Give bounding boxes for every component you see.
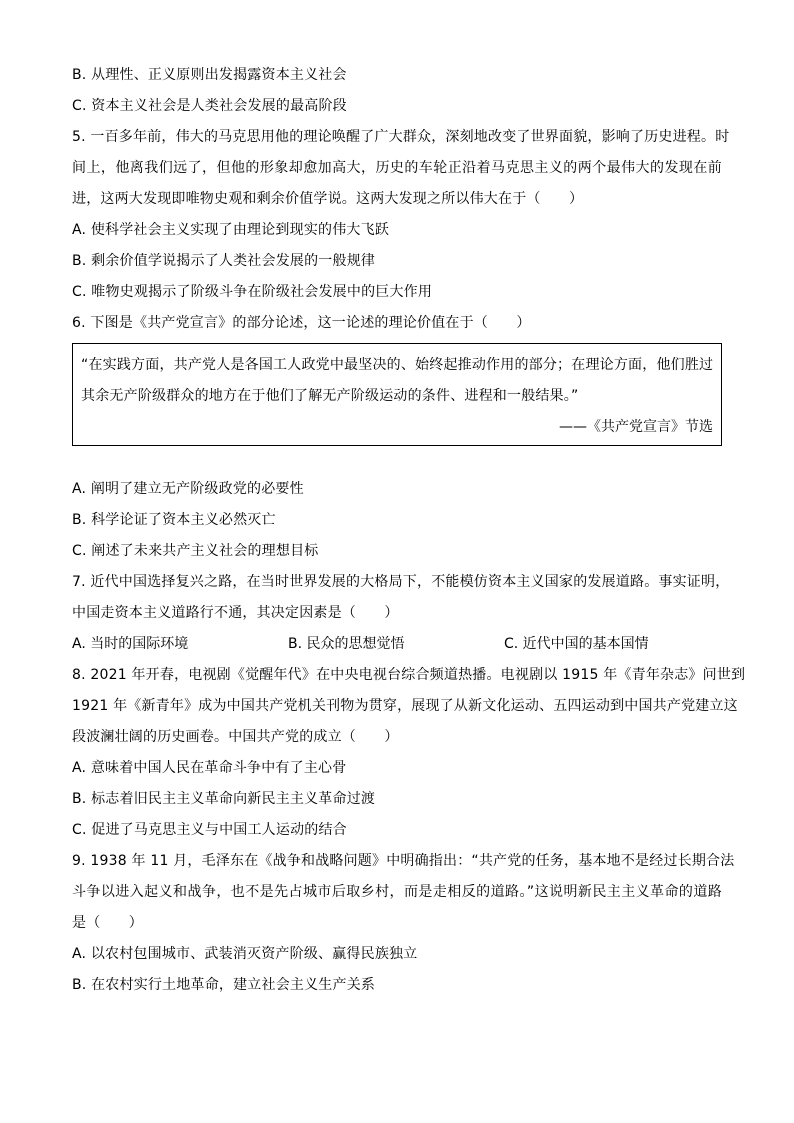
q9-option-a: A. 以农村包围城市、武装消灭资产阶级、赢得民族独立 xyxy=(72,946,418,962)
q5-option-b: B. 剩余价值学说揭示了人类社会发展的一般规律 xyxy=(72,253,376,269)
q7-stem-line: 7. 近代中国选择复兴之路，在当时世界发展的大格局下，不能模仿资本主义国家的发展道路。事实证明， xyxy=(72,574,730,590)
q9-stem-line: 斗争以进入起义和战争，也不是先占城市后取乡村，而是走相反的道路。”这说明新民主主义革命的道路 xyxy=(72,884,722,900)
q7-option-c: C. 近代中国的基本国情 xyxy=(504,636,649,652)
q8-stem-line: 1921 年《新青年》成为中国共产党机关刊物为贯穿，展现了从新文化运动、五四运动到中国共产党建立这 xyxy=(72,698,738,714)
q7-stem-line: 中国走资本主义道路行不通，其决定因素是（ ） xyxy=(72,605,399,621)
quote-line: “在实践方面，共产党人是各国工人政党中最坚决的、始终起推动作用的部分；在理论方面，他们胜过 xyxy=(81,357,714,373)
q4-option-b: B. 从理性、正义原则出发揭露资本主义社会 xyxy=(72,67,347,83)
q6-stem: 6. 下图是《共产党宣言》的部分论述，这一论述的理论价值在于（ ） xyxy=(72,315,531,331)
q8-option-c: C. 促进了马克思主义与中国工人运动的结合 xyxy=(72,822,347,838)
question-7 xyxy=(72,567,730,660)
q5-stem-line: 5. 一百多年前，伟大的马克思用他的理论唤醒了广大群众，深刻地改变了世界面貌，影响了历史进程。时 xyxy=(72,129,730,145)
q5-stem-line: 进，这两大发现即唯物史观和剩余价值学说。这两大发现之所以伟大在于（ ） xyxy=(72,191,584,207)
q9-stem-line: 是（ ） xyxy=(72,915,143,931)
q8-option-a: A. 意味着中国人民在革命斗争中有了主心骨 xyxy=(72,760,347,776)
q7-option-a: A. 当时的国际环境 xyxy=(72,636,189,652)
q6-option-b: B. 科学论证了资本主义必然灭亡 xyxy=(72,512,276,528)
q6-option-a: A. 阐明了建立无产阶级政党的必要性 xyxy=(72,481,304,497)
q4-option-c: C. 资本主义社会是人类社会发展的最高阶段 xyxy=(72,98,347,114)
q5-option-c: C. 唯物史观揭示了阶级斗争在阶级社会发展中的巨大作用 xyxy=(72,284,433,300)
q5-option-a: A. 使科学社会主义实现了由理论到现实的伟大飞跃 xyxy=(72,222,390,238)
quote-box xyxy=(72,343,722,446)
q7-options-row xyxy=(72,629,722,660)
q9-stem-line: 9. 1938 年 11 月，毛泽东在《战争和战略问题》中明确指出：“共产党的任务，基本地不是经过长期合法 xyxy=(72,853,735,869)
question-9 xyxy=(72,846,735,1001)
q7-option-b: B. 民众的思想觉悟 xyxy=(288,636,405,652)
q8-option-b: B. 标志着旧民主主义革命向新民主主义革命过渡 xyxy=(72,791,376,807)
question-8 xyxy=(72,660,746,846)
q5-stem-line: 间上，他离我们远了，但他的形象却愈加高大，历史的车轮正沿着马克思主义的两个最伟大的发现在前 xyxy=(72,160,722,176)
quote-line: 其余无产阶级群众的地方在于他们了解无产阶级运动的条件、进程和一般结果。” xyxy=(81,388,579,404)
q6-option-c: C. 阐述了未来共产主义社会的理想目标 xyxy=(72,543,319,559)
question-6 xyxy=(72,308,722,567)
q8-stem-line: 段波澜壮阔的历史画卷。中国共产党的成立（ ） xyxy=(72,729,399,745)
q9-option-b: B. 在农村实行土地革命，建立社会主义生产关系 xyxy=(72,977,376,993)
q8-stem-line: 8. 2021 年开春，电视剧《觉醒年代》在中央电视台综合频道热播。电视剧以 1915 年《青年杂志》问世到 xyxy=(72,667,746,683)
exam-page xyxy=(72,60,746,1001)
quote-source: ——《共产党宣言》节选 xyxy=(559,419,713,435)
question-5 xyxy=(72,122,730,308)
